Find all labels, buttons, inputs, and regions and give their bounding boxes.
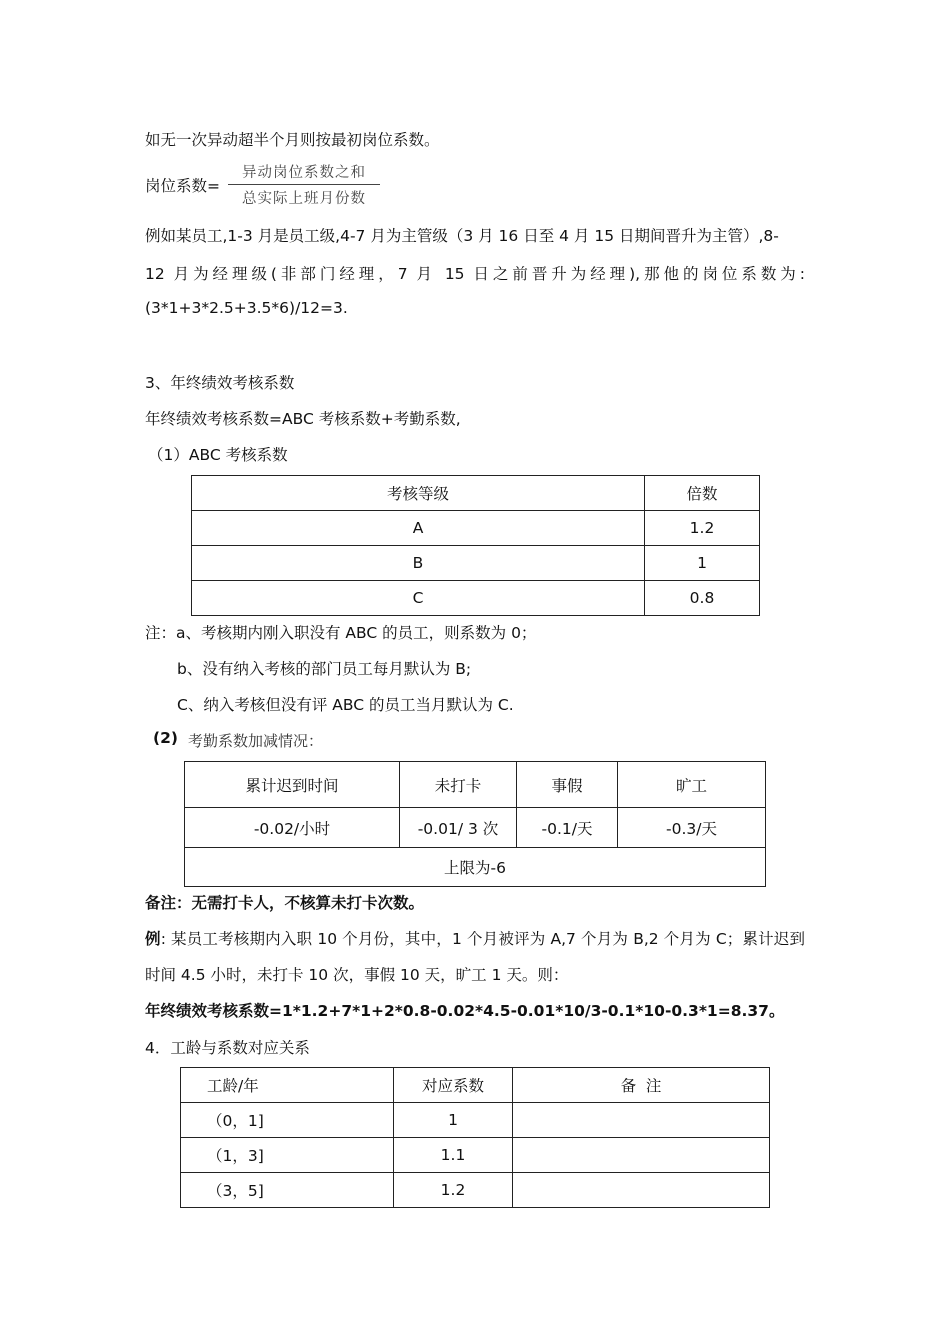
table-cell <box>513 1103 770 1138</box>
table-header-cell: 未打卡 <box>400 762 517 808</box>
example-line-2: 12 月为经理级(非部门经理，7 月 15 日之前晋升为经理),那他的岗位系数为: <box>145 265 805 283</box>
table-header-cell: 旷工 <box>618 762 766 808</box>
table-cell: -0.01/ 3 次 <box>400 808 517 848</box>
table-header-cell: 累计迟到时间 <box>185 762 400 808</box>
formula-numerator: 异动岗位系数之和 <box>242 165 366 181</box>
table-row <box>192 511 760 546</box>
table-cell: （1，3] <box>181 1138 394 1173</box>
table-cell: 1.1 <box>394 1138 513 1173</box>
table-cell: A <box>192 511 645 546</box>
table-cell <box>513 1138 770 1173</box>
table-row <box>185 848 766 887</box>
section-4-heading: 4．工龄与系数对应关系 <box>145 1039 310 1057</box>
table-header-cell: 备 注 <box>513 1068 770 1103</box>
example-result: 年终绩效考核系数=1*1.2+7*1+2*0.8-0.02*4.5-0.01*10/3-0.1*10-0.3*1=8.37。 <box>145 1002 785 1020</box>
table-header-cell: 对应系数 <box>394 1068 513 1103</box>
table-header-cell: 工龄/年 <box>181 1068 394 1103</box>
limit-cell: 上限为-6 <box>185 848 766 887</box>
table-header-row <box>192 476 760 511</box>
fraction-bar <box>228 184 380 185</box>
table-row <box>181 1103 770 1138</box>
example-paragraph-line-2: 时间 4.5 小时，未打卡 10 次，事假 10 天，旷工 1 天。则： <box>145 966 569 984</box>
position-coefficient-formula <box>228 161 380 208</box>
table-cell: 0.8 <box>645 581 760 616</box>
example-line-3: (3*1+3*2.5+3.5*6)/12=3. <box>145 299 348 317</box>
table-row <box>181 1138 770 1173</box>
table-cell: C <box>192 581 645 616</box>
table-row <box>192 581 760 616</box>
table-cell: （0，1] <box>181 1103 394 1138</box>
table-header-row <box>185 762 766 808</box>
seniority-coefficient-table <box>180 1067 770 1208</box>
table-cell <box>513 1173 770 1208</box>
table-cell: -0.3/天 <box>618 808 766 848</box>
table-row <box>185 808 766 848</box>
table-cell: -0.1/天 <box>517 808 618 848</box>
table-cell: 1.2 <box>394 1173 513 1208</box>
section-3-definition: 年终绩效考核系数=ABC 考核系数+考勤系数, <box>145 410 461 428</box>
text-line: 如无一次异动超半个月则按最初岗位系数。 <box>145 131 440 149</box>
example-text: : 某员工考核期内入职 10 个月份，其中，1 个月被评为 A,7 个月为 B,2 个月为 C；累计迟到 <box>160 930 805 948</box>
table-cell: 1.2 <box>645 511 760 546</box>
subsection-2-heading: 考勤系数加减情况： <box>188 732 324 750</box>
note-c: C、纳入考核但没有评 ABC 的员工当月默认为 C. <box>177 696 514 714</box>
subsection-1-heading: （1）ABC 考核系数 <box>148 446 288 464</box>
table-cell: （3，5] <box>181 1173 394 1208</box>
formula-denominator: 总实际上班月份数 <box>242 191 366 207</box>
formula-label: 岗位系数= <box>145 177 220 195</box>
table-cell: B <box>192 546 645 581</box>
abc-coefficient-table <box>191 475 760 616</box>
table-row <box>181 1173 770 1208</box>
section-3-heading: 3、年终绩效考核系数 <box>145 374 295 392</box>
table-header-cell: 事假 <box>517 762 618 808</box>
table-header-cell: 考核等级 <box>192 476 645 511</box>
example-line-1: 例如某员工,1-3 月是员工级,4-7 月为主管级（3 月 16 日至 4 月 15 日期间晋升为主管）,8- <box>145 227 779 245</box>
table-header-row <box>181 1068 770 1103</box>
example-label: 例 <box>145 930 161 948</box>
table-cell: -0.02/小时 <box>185 808 400 848</box>
table-cell: 1 <box>645 546 760 581</box>
table-header-cell: 倍数 <box>645 476 760 511</box>
remark-line: 备注：无需打卡人，不核算未打卡次数。 <box>145 894 425 912</box>
subsection-2-number: (2) <box>153 729 178 747</box>
table-row <box>192 546 760 581</box>
table-cell: 1 <box>394 1103 513 1138</box>
example-paragraph-line-1 <box>145 927 805 949</box>
note-b: b、没有纳入考核的部门员工每月默认为 B; <box>177 660 472 678</box>
note-a: 注：a、考核期内刚入职没有 ABC 的员工，则系数为 0； <box>145 624 537 642</box>
attendance-coefficient-table <box>184 761 766 887</box>
